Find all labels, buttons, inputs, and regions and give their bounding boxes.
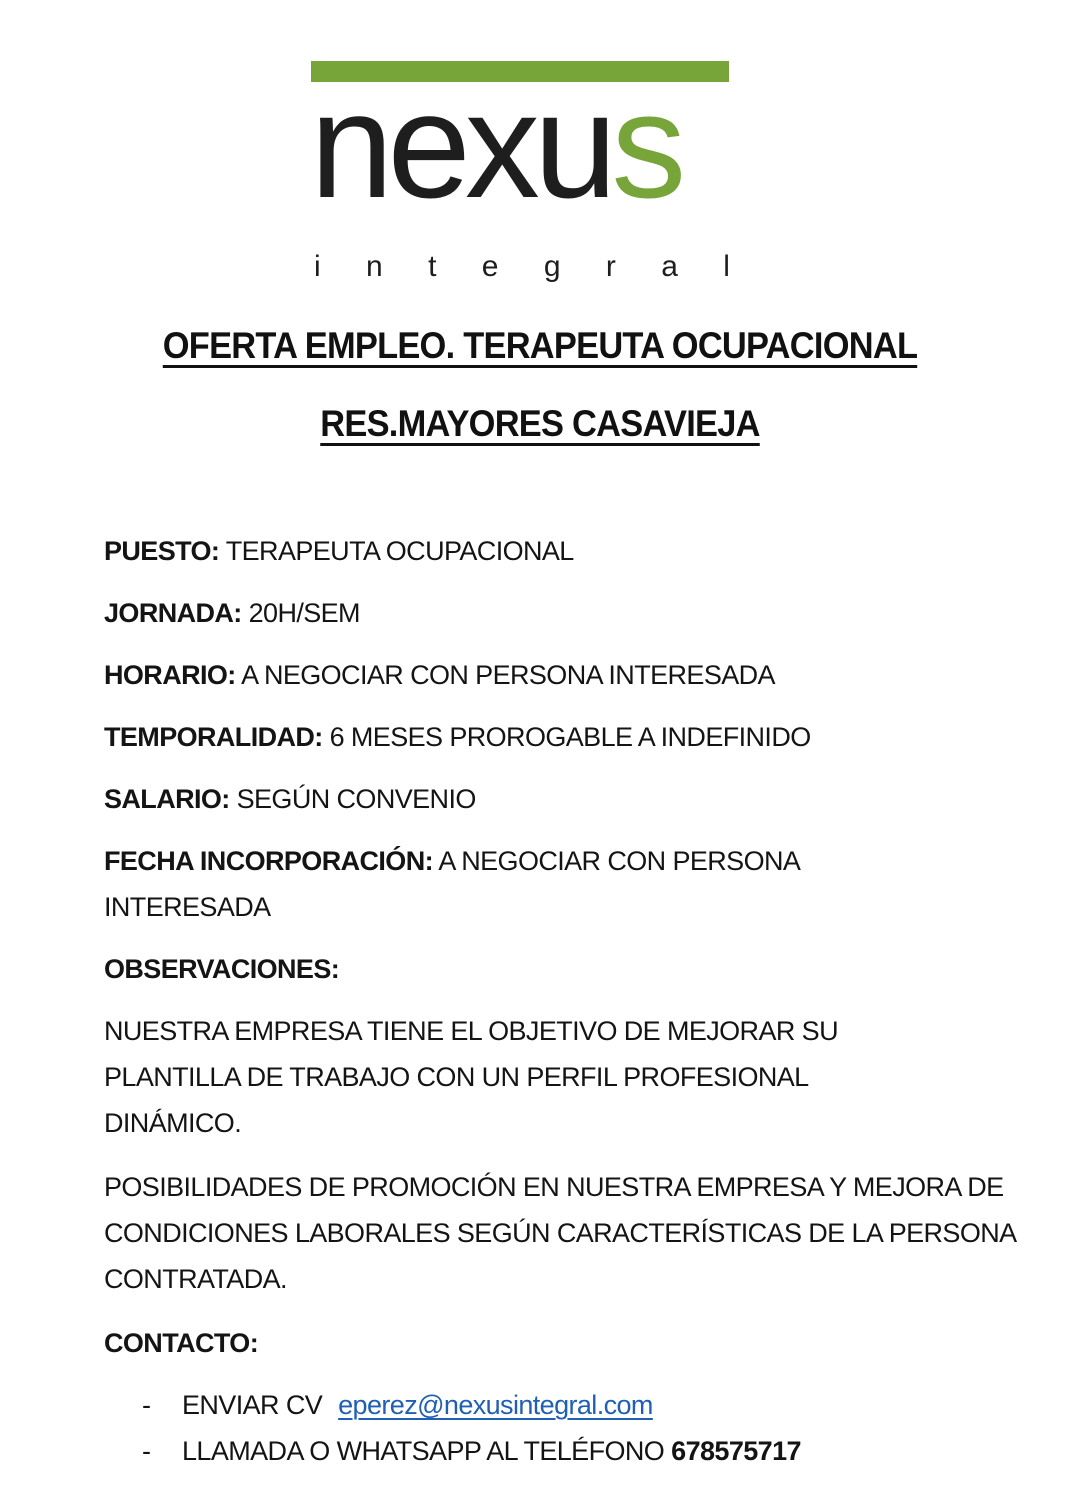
- field-value: A NEGOCIAR CON PERSONA INTERESADA: [241, 660, 775, 690]
- logo-subtitle-letter: r: [605, 250, 616, 283]
- logo-subtitle-letter: l: [723, 250, 730, 283]
- field-jornada: [104, 590, 1044, 652]
- field-value: SEGÚN CONVENIO: [236, 784, 476, 814]
- field-puesto: [104, 528, 1044, 590]
- observations-paragraph: POSIBILIDADES DE PROMOCIÓN EN NUESTRA EMPRESA Y MEJORA DE CONDICIONES LABORALES SEGÚN CARACTERÍSTICAS DE LA PERSONA CONTRATADA.: [104, 1172, 1016, 1294]
- page-title-text: OFERTA EMPLEO. TERAPEUTA OCUPACIONAL: [162, 325, 918, 366]
- logo-word-main: nexu: [310, 61, 612, 229]
- field-value: A NEGOCIAR CON PERSONA INTERESADA: [104, 846, 799, 922]
- contact-item-phone: [104, 1428, 1044, 1474]
- field-label: PUESTO:: [104, 536, 220, 566]
- logo-subtitle: [314, 252, 730, 282]
- field-salario: [104, 776, 1044, 838]
- nexus-integral-logo: [310, 60, 730, 283]
- email-link[interactable]: eperez@nexusintegral.com: [338, 1390, 653, 1420]
- page-subtitle: [38, 403, 1042, 445]
- bullet-dash: -: [142, 1390, 151, 1420]
- field-label: SALARIO:: [104, 784, 230, 814]
- field-label: HORARIO:: [104, 660, 236, 690]
- logo-subtitle-letter: n: [366, 250, 383, 283]
- page-title: [38, 325, 1042, 367]
- field-label: FECHA INCORPORACIÓN:: [104, 846, 433, 876]
- job-offer-details: [104, 528, 1044, 1474]
- contact-heading: CONTACTO:: [104, 1328, 259, 1358]
- contact-item-email: [104, 1382, 1044, 1428]
- field-temporalidad: [104, 714, 1044, 776]
- page-subtitle-text: RES.MAYORES CASAVIEJA: [320, 403, 760, 444]
- logo-subtitle-letter: e: [481, 250, 499, 283]
- logo-subtitle-letter: g: [543, 250, 561, 283]
- field-value: 20H/SEM: [248, 598, 360, 628]
- observations-heading: OBSERVACIONES:: [104, 954, 340, 984]
- logo-subtitle-letter: a: [661, 250, 678, 283]
- observations-paragraph: NUESTRA EMPRESA TIENE EL OBJETIVO DE MEJORAR SU PLANTILLA DE TRABAJO CON UN PERFIL PROFESIONAL DINÁMICO.: [104, 1016, 838, 1138]
- field-fecha-incorporacion: [104, 838, 874, 930]
- bullet-dash: -: [142, 1436, 151, 1466]
- field-value: TERAPEUTA OCUPACIONAL: [225, 536, 574, 566]
- logo-word-accent: s: [611, 61, 681, 229]
- contact-item-text: LLAMADA O WHATSAPP AL TELÉFONO: [182, 1436, 665, 1466]
- logo-subtitle-letter: t: [428, 250, 437, 283]
- contact-item-text: ENVIAR CV: [182, 1390, 323, 1420]
- field-value: 6 MESES PROROGABLE A INDEFINIDO: [329, 722, 811, 752]
- field-horario: [104, 652, 1044, 714]
- contact-list: [104, 1382, 1044, 1474]
- field-label: TEMPORALIDAD:: [104, 722, 323, 752]
- logo-subtitle-letter: i: [314, 250, 321, 283]
- phone-number: 678575717: [671, 1436, 801, 1466]
- logo-wordmark: [310, 61, 681, 229]
- field-label: JORNADA:: [104, 598, 242, 628]
